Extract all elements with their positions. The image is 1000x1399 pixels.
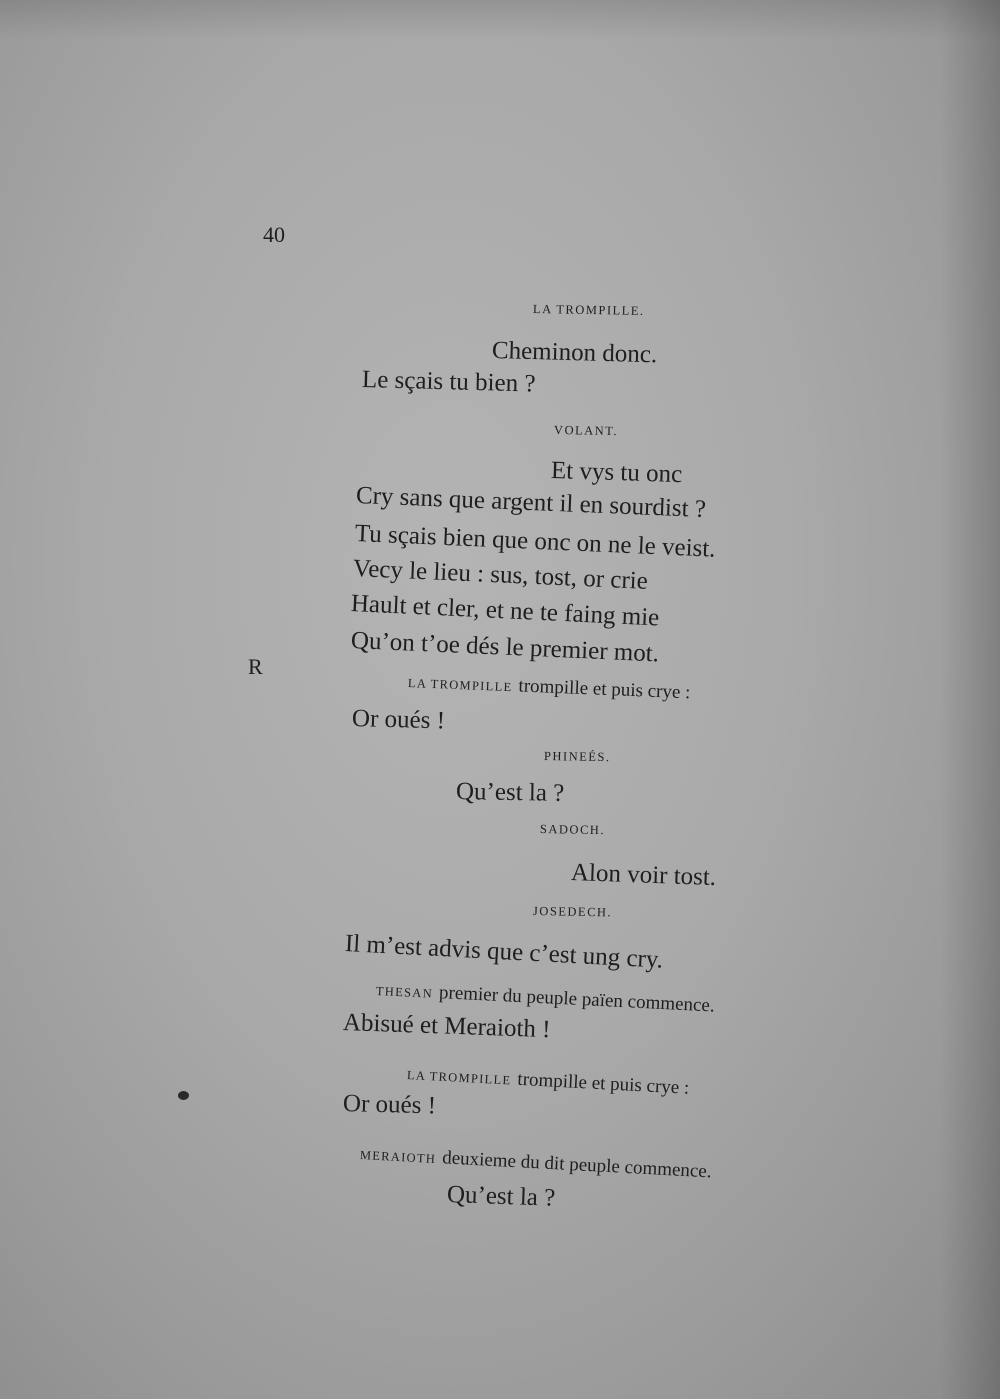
stage-direction <box>360 1144 712 1181</box>
page-number: 40 <box>263 222 285 247</box>
verse-line: Cheminon donc. <box>491 337 658 369</box>
verse-line: Qu’on t’oe dés le premier mot. <box>350 627 660 668</box>
verse-line: Qu’est la ? <box>455 778 565 807</box>
ink-blot <box>178 1091 189 1100</box>
margin-mark: R <box>248 654 263 679</box>
verse-line: Le sçais tu bien ? <box>361 366 536 398</box>
page-top-shadow <box>0 0 1000 40</box>
stage-direction <box>408 672 691 702</box>
stage-direction-text: trompille et puis crye : <box>518 675 691 704</box>
speaker-sadoch: SADOCH. <box>539 822 606 838</box>
stage-direction-text: deuxieme du dit peuple commence. <box>441 1147 713 1183</box>
stage-direction <box>407 1064 690 1098</box>
speaker-volant: VOLANT. <box>553 423 619 439</box>
speaker-thesan: THESAN <box>375 984 434 1001</box>
stage-direction <box>376 980 716 1016</box>
verse-line: Cry sans que argent il en sourdist ? <box>355 482 707 524</box>
verse-line: Or oués ! <box>351 705 446 735</box>
verse-line: Alon voir tost. <box>570 859 717 892</box>
verse-line: Et vys tu onc <box>550 457 683 489</box>
verse-line: Il m’est advis que c’est ung cry. <box>344 930 664 974</box>
verse-line: Or oués ! <box>342 1090 437 1120</box>
speaker-josedech: JOSEDECH. <box>532 904 613 920</box>
verse-line: Abisué et Meraioth ! <box>342 1009 551 1044</box>
speaker-la-trompille: LA TROMPILLE <box>407 676 513 695</box>
speaker-meraioth: MERAIOTH <box>359 1148 437 1166</box>
page-edge-shadow <box>940 0 1000 1399</box>
speaker-la-trompille: LA TROMPILLE. <box>532 302 645 318</box>
verse-line: Qu’est la ? <box>446 1181 556 1212</box>
speaker-la-trompille: LA TROMPILLE <box>406 1068 512 1088</box>
stage-direction-text: premier du peuple païen commence. <box>438 982 716 1017</box>
verse-line: Hault et cler, et ne te faing mie <box>350 590 660 632</box>
stage-direction-text: trompille et puis crye : <box>516 1068 690 1099</box>
verse-line: Tu sçais bien que onc on ne le veist. <box>354 520 717 563</box>
verse-line: Vecy le lieu : sus, tost, or crie <box>352 555 649 595</box>
speaker-phinees: PHINEÉS. <box>543 749 611 765</box>
